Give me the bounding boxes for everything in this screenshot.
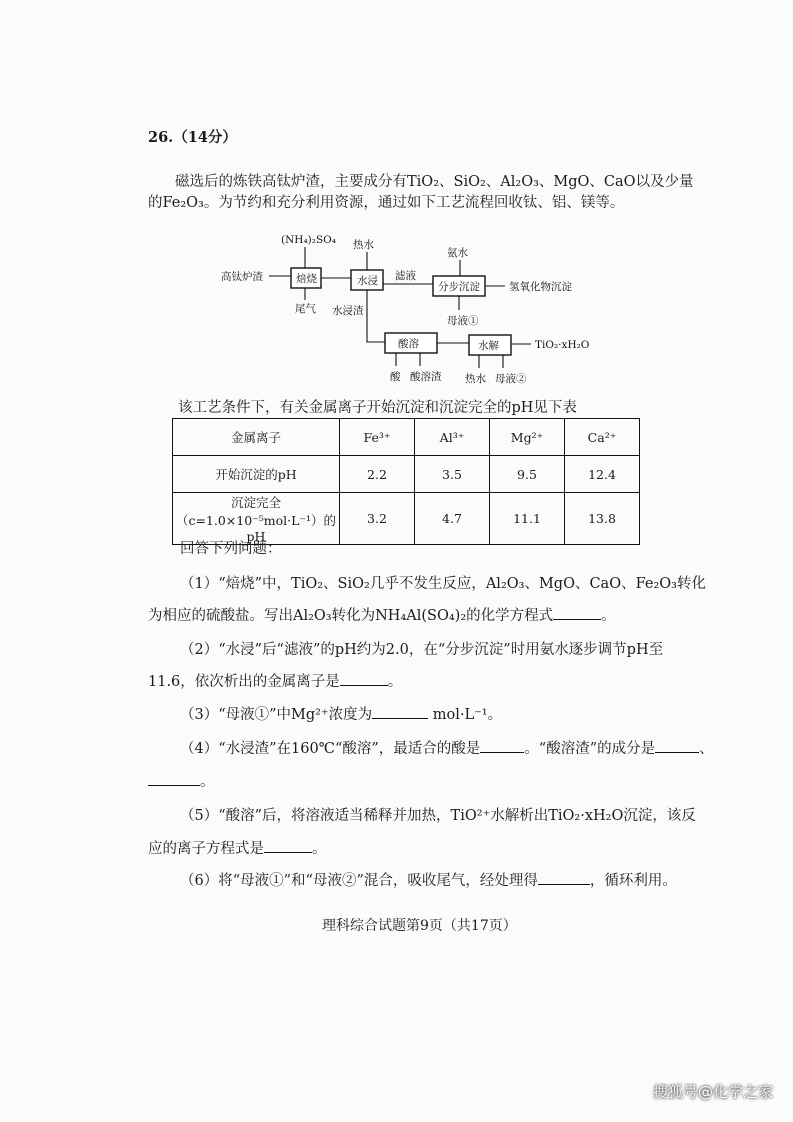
flow-feed: 高钛炉渣 xyxy=(221,271,263,283)
q5-text: 应的离子方程式是 xyxy=(148,841,264,857)
q1-answer-blank[interactable] xyxy=(553,608,601,620)
ion-mg: Mg²⁺ xyxy=(490,419,565,456)
table-caption: 该工艺条件下，有关金属离子开始沉淀和沉淀完全的pH见下表 xyxy=(178,400,577,416)
q2-line-2: 11.6，依次析出的金属离子是 。 xyxy=(148,674,403,690)
q6-text-a: （6）将“母液①”和“母液②”混合，吸收尾气，经处理得 xyxy=(180,873,538,889)
q6-text-b: ，循环利用。 xyxy=(589,873,677,889)
q5-line-2: 应的离子方程式是 。 xyxy=(148,841,327,857)
q3-line xyxy=(180,703,502,724)
flow-mother-liquor-2: 母液② xyxy=(495,373,527,385)
ion-al: Al³⁺ xyxy=(415,419,490,456)
q5-line-1: （5）“酸溶”后，将溶液适当稀释并加热，TiO²⁺水解析出TiO₂·xH₂O沉淀，该反 xyxy=(180,808,696,824)
ion-fe: Fe³⁺ xyxy=(340,419,415,456)
flow-mother-liquor-1: 母液① xyxy=(447,315,479,327)
table-cell: 3.5 xyxy=(415,456,490,493)
q1-line-2: 为相应的硫酸盐。写出Al₂O₃转化为NH₄Al(SO₄)₂的化学方程式 。 xyxy=(148,608,616,624)
table-cell: 12.4 xyxy=(565,456,640,493)
intro-line-1: 磁选后的炼铁高钛炉渣，主要成分有TiO₂、SiO₂、Al₂O₃、MgO、CaO以及少量 xyxy=(175,174,694,190)
q2-text: 11.6，依次析出的金属离子是 xyxy=(148,674,340,690)
q4-line-1: （4）“水浸渣”在160℃“酸溶”，最适合的酸是 。“酸溶渣”的成分是 、 xyxy=(180,741,714,757)
ion-ca: Ca²⁺ xyxy=(565,419,640,456)
q4-residue-blank-2[interactable] xyxy=(148,774,200,786)
flow-acid-residue: 酸溶渣 xyxy=(410,371,442,383)
flow-input-ammonium-sulfate: (NH₄)₂SO₄ xyxy=(281,234,336,246)
flow-box-acid-label: 酸溶 xyxy=(398,338,419,350)
q4-residue-blank-1[interactable] xyxy=(655,741,699,753)
watermark: 搜狐号@化学之家 xyxy=(652,1083,773,1101)
flow-box-leach-label: 水浸 xyxy=(357,275,378,287)
ph-table xyxy=(172,418,640,545)
q4-acid-blank[interactable] xyxy=(480,741,524,753)
answer-prompt: 回答下列问题： xyxy=(180,541,282,557)
q2-answer-blank[interactable] xyxy=(340,674,388,686)
table-cell: 11.1 xyxy=(490,493,565,545)
flow-box-hydro-label: 水解 xyxy=(478,340,499,352)
q4-line-2: 。 xyxy=(148,770,215,791)
q4-text-a: （4）“水浸渣”在160℃“酸溶”，最适合的酸是 xyxy=(180,741,481,757)
page-footer: 理科综合试题第9页（共17页） xyxy=(322,918,517,934)
table-cell: 9.5 xyxy=(490,456,565,493)
flow-box-precip-label: 分步沉淀 xyxy=(438,281,480,293)
q6-line xyxy=(180,869,677,890)
table-cell: 4.7 xyxy=(415,493,490,545)
q4-text-b: 。“酸溶渣”的成分是 xyxy=(524,741,656,757)
q1-line-1: （1）“焙烧”中，TiO₂、SiO₂几乎不发生反应，Al₂O₃、MgO、CaO、Fe₂O₃转化 xyxy=(180,576,706,592)
flow-tail-gas: 尾气 xyxy=(295,303,316,315)
q3-text: （3）“母液①”中Mg²⁺浓度为 xyxy=(180,707,373,723)
table-header-row xyxy=(173,419,640,456)
flow-input-hot-water: 热水 xyxy=(353,239,374,251)
row-label: 开始沉淀的pH xyxy=(173,456,340,493)
table-cell: 3.2 xyxy=(340,493,415,545)
q3-unit: mol·L⁻¹。 xyxy=(432,707,503,723)
flow-leach-residue: 水浸渣 xyxy=(332,305,364,317)
flow-product: TiO₂·xH₂O xyxy=(535,339,590,351)
q5-answer-blank[interactable] xyxy=(264,841,312,853)
row-label: 沉淀完全（c=1.0×10⁻⁵mol·L⁻¹）的pH xyxy=(173,493,340,545)
table-header-label: 金属离子 xyxy=(173,419,340,456)
table-row xyxy=(173,456,640,493)
flow-input-ammonia: 氨水 xyxy=(447,247,468,259)
flow-output-hydroxides: 氢氧化物沉淀 xyxy=(509,281,572,293)
q2-line-1: （2）“水浸”后“滤液”的pH约为2.0，在“分步沉淀”时用氨水逐步调节pH至 xyxy=(180,642,664,658)
question-number: 26.（14分） xyxy=(148,129,237,146)
q6-answer-blank[interactable] xyxy=(538,873,590,885)
flow-filtrate: 滤液 xyxy=(395,270,416,282)
process-flowchart xyxy=(215,232,595,392)
flow-box-roast-label: 焙烧 xyxy=(296,273,317,285)
intro-line-2: 的Fe₂O₃。为节约和充分利用资源，通过如下工艺流程回收钛、铝、镁等。 xyxy=(148,195,625,211)
table-cell: 13.8 xyxy=(565,493,640,545)
q3-answer-blank[interactable] xyxy=(372,707,428,719)
flow-acid: 酸 xyxy=(390,371,401,383)
flow-hot-water-2: 热水 xyxy=(465,373,486,385)
q1-text: 为相应的硫酸盐。写出Al₂O₃转化为NH₄Al(SO₄)₂的化学方程式 xyxy=(148,608,554,624)
table-cell: 2.2 xyxy=(340,456,415,493)
